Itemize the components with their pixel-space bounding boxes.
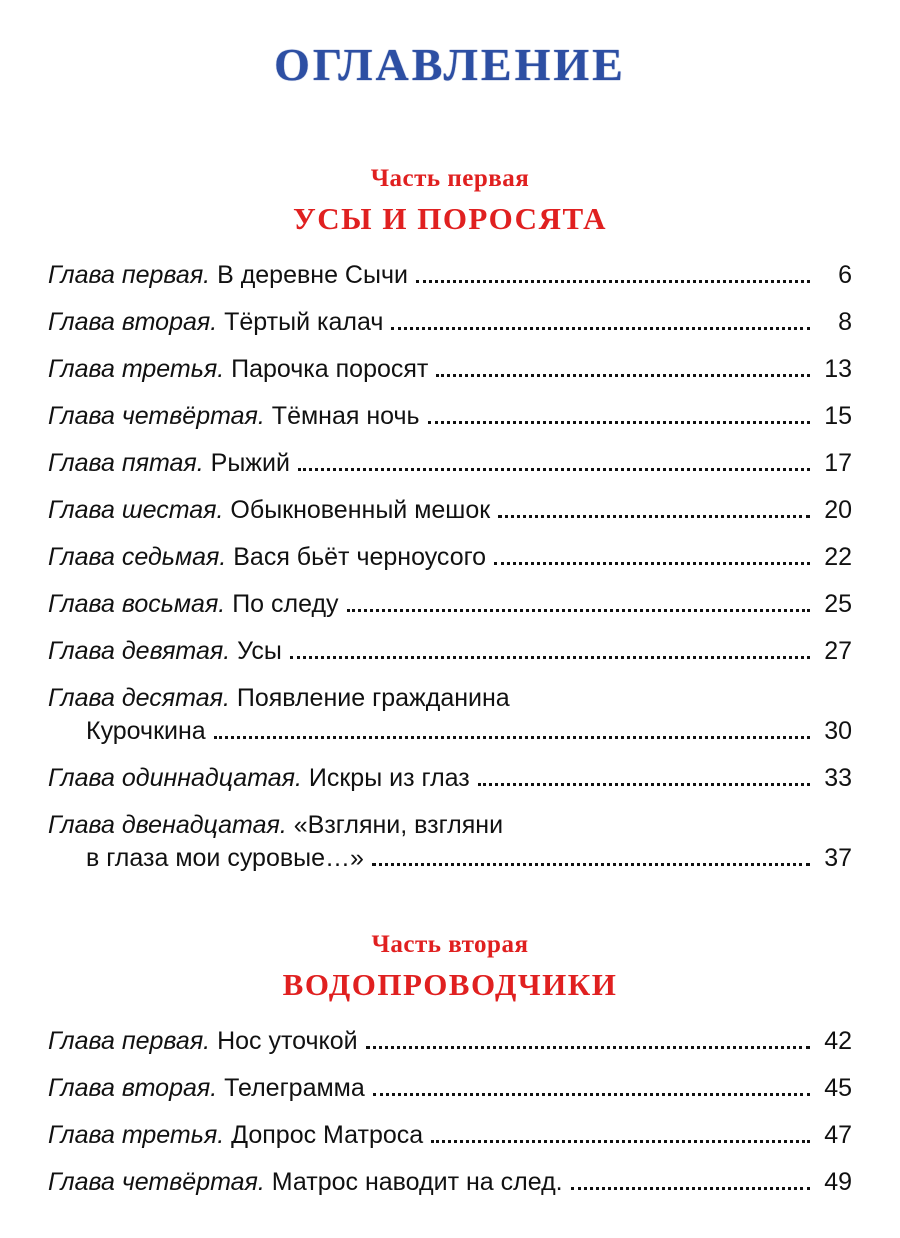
chapter-title: Матрос наводит на след.	[264, 1168, 563, 1196]
chapter-label: Глава вторая.	[48, 308, 218, 336]
dot-leader	[431, 1139, 810, 1143]
page-number: 33	[824, 764, 852, 792]
toc-page	[0, 38, 900, 1238]
chapter-label: Глава одиннадцатая.	[48, 764, 302, 792]
chapter-label: Глава первая.	[48, 1027, 211, 1055]
list-item[interactable]	[48, 588, 852, 621]
page-number: 27	[824, 637, 852, 665]
list-item[interactable]	[48, 635, 852, 668]
list-item[interactable]	[48, 306, 852, 339]
dot-leader	[416, 279, 810, 283]
chapter-label: Глава вторая.	[48, 1074, 218, 1102]
chapter-title-continued: в глаза мои суровые…»	[86, 844, 364, 872]
dot-leader	[478, 782, 810, 786]
part-heading-2	[48, 931, 852, 1003]
dot-leader	[391, 326, 810, 330]
list-item[interactable]	[48, 400, 852, 433]
page-number: 49	[824, 1168, 852, 1196]
chapter-title: Обыкновенный мешок	[223, 496, 491, 524]
page-number: 37	[824, 844, 852, 872]
chapter-label: Глава восьмая.	[48, 590, 226, 618]
list-item[interactable]	[48, 1025, 852, 1058]
page-number: 30	[824, 717, 852, 745]
chapter-title: Телеграмма	[217, 1074, 365, 1102]
chapter-title-continued: Курочкина	[86, 717, 206, 745]
toc-list-part-2	[48, 1025, 852, 1199]
page-number: 13	[824, 355, 852, 383]
list-item[interactable]	[48, 1166, 852, 1199]
chapter-title: Тёртый калач	[217, 308, 384, 336]
chapter-label: Глава пятая.	[48, 449, 204, 477]
chapter-label: Глава третья.	[48, 355, 225, 383]
list-item[interactable]	[48, 762, 852, 795]
page-number: 8	[838, 308, 852, 336]
page-number: 17	[824, 449, 852, 477]
list-item[interactable]	[48, 353, 852, 386]
toc-list-part-1	[48, 259, 852, 875]
chapter-title: Парочка поросят	[224, 355, 429, 383]
part-label: Часть вторая	[371, 931, 529, 958]
dot-leader	[494, 561, 810, 565]
dot-leader	[366, 1045, 810, 1049]
part-name: ВОДОПРОВОДЧИКИ	[282, 967, 618, 1002]
dot-leader	[298, 467, 810, 471]
list-item[interactable]	[48, 1119, 852, 1152]
chapter-label: Глава седьмая.	[48, 543, 227, 571]
list-item[interactable]	[48, 447, 852, 480]
chapter-title: Допрос Матроса	[224, 1121, 424, 1149]
part-label: Часть первая	[370, 165, 530, 192]
chapter-label: Глава двенадцатая.	[48, 811, 287, 839]
chapter-title: Рыжий	[203, 449, 290, 477]
dot-leader	[498, 514, 810, 518]
dot-leader	[290, 655, 810, 659]
chapter-label: Глава первая.	[48, 261, 211, 289]
part-heading-1	[48, 165, 852, 237]
list-item[interactable]	[48, 494, 852, 527]
chapter-label: Глава девятая.	[48, 637, 231, 665]
list-item[interactable]	[48, 809, 852, 875]
chapter-title: Вася бьёт черноусого	[226, 543, 487, 571]
chapter-title: «Взгляни, взгляни	[286, 811, 504, 839]
chapter-label: Глава десятая.	[48, 684, 230, 712]
page-number: 15	[824, 402, 852, 430]
chapter-title: Усы	[230, 637, 282, 665]
page-number: 42	[824, 1027, 852, 1055]
list-item[interactable]	[48, 1072, 852, 1105]
page-number: 6	[838, 261, 852, 289]
chapter-label: Глава шестая.	[48, 496, 224, 524]
chapter-title: По следу	[225, 590, 339, 618]
chapter-title: Появление гражданина	[229, 684, 510, 712]
chapter-title: Нос уточкой	[210, 1027, 358, 1055]
dot-leader	[372, 862, 810, 866]
page-number: 22	[824, 543, 852, 571]
page-title: ОГЛАВЛЕНИЕ	[274, 39, 626, 90]
list-item[interactable]	[48, 682, 852, 748]
chapter-label: Глава четвёртая.	[48, 1168, 265, 1196]
chapter-title: В деревне Сычи	[210, 261, 408, 289]
chapter-label: Глава четвёртая.	[48, 402, 265, 430]
dot-leader	[347, 608, 810, 612]
dot-leader	[428, 420, 810, 424]
list-item[interactable]	[48, 541, 852, 574]
part-name: УСЫ И ПОРОСЯТА	[293, 201, 607, 236]
list-item[interactable]	[48, 259, 852, 292]
dot-leader	[571, 1186, 810, 1190]
dot-leader	[373, 1092, 810, 1096]
dot-leader	[214, 735, 810, 739]
page-number: 25	[824, 590, 852, 618]
chapter-title: Искры из глаз	[301, 764, 470, 792]
chapter-title: Тёмная ночь	[264, 402, 420, 430]
chapter-label: Глава третья.	[48, 1121, 225, 1149]
page-number: 45	[824, 1074, 852, 1102]
page-number: 47	[824, 1121, 852, 1149]
page-number: 20	[824, 496, 852, 524]
dot-leader	[436, 373, 810, 377]
